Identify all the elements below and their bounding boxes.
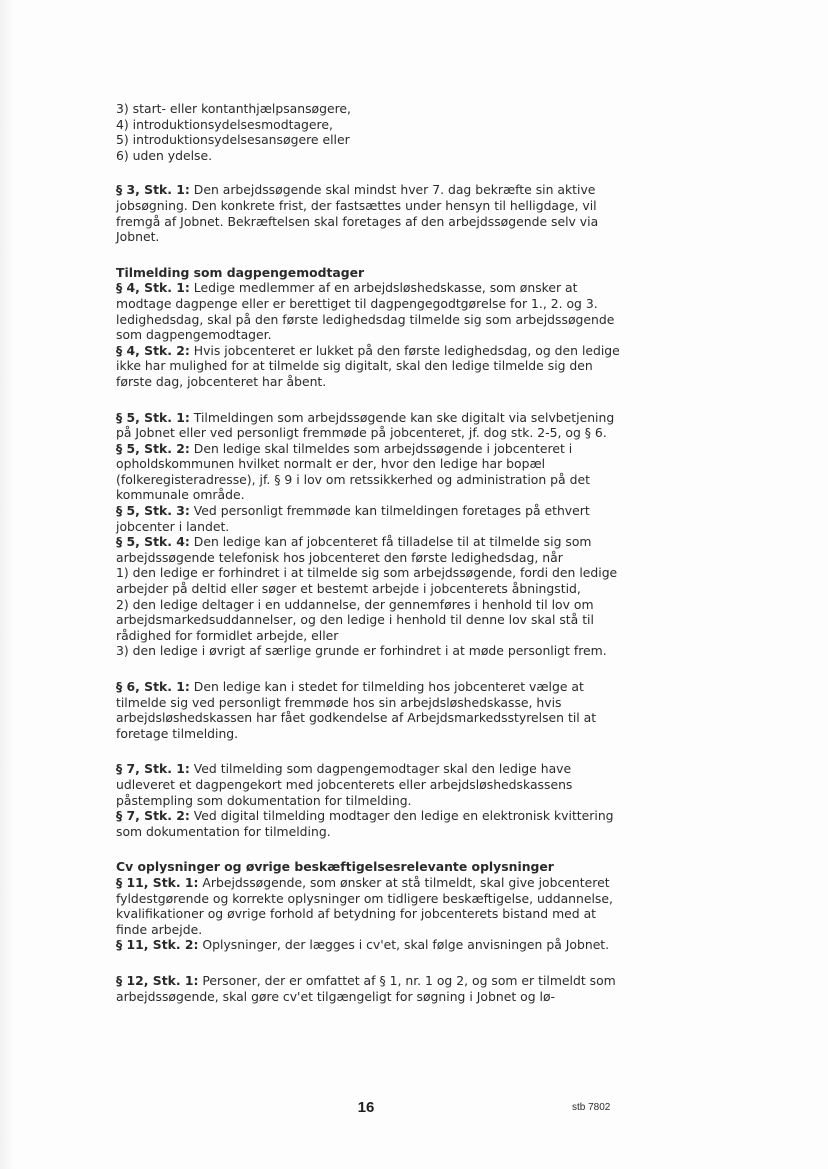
section-ref: § 5, Stk. 1:: [116, 409, 190, 425]
paragraph-s5-stk2: [116, 441, 622, 503]
heading-dagpengemodtager: Tilmelding som dagpengemodtager: [116, 264, 365, 280]
paragraph-s7-stk2: [116, 808, 622, 839]
paragraph-s4-stk2: [116, 343, 622, 390]
paragraph-s6-stk1: [116, 679, 622, 741]
section-ref: § 5, Stk. 4:: [116, 534, 190, 550]
list-item: 2) den ledige deltager i en uddannelse, der gennemføres i henhold til lov om arbejdsmarkedsuddannelser, og den ledige i henhold til denne lov skal stå til rådighed for formidlet arbejde, eller: [116, 596, 594, 643]
section-ref: § 7, Stk. 1:: [116, 761, 190, 777]
document-code: stb 7802: [572, 1102, 611, 1113]
paragraph-text: Tilmeldingen som arbejdssøgende kan ske digitalt via selvbetjening på Jobnet eller ved personligt fremmøde på jobcenteret, jf. dog stk. 2-5, og § 6.: [116, 409, 615, 441]
list-item: 4) introduktionsydelsesmodtagere,: [116, 116, 333, 132]
section-ref: § 11, Stk. 2:: [116, 937, 199, 953]
paragraph-text: Oplysninger, der lægges i cv'et, skal følge anvisningen på Jobnet.: [198, 937, 610, 953]
paragraph-s5-stk3: [116, 503, 622, 534]
paragraph-text: Den ledige skal tilmeldes som arbejdssøgende i jobcenteret i opholdskommunen hvilket normalt er der, hvor den ledige har bopæl (folkeregisteradresse), jf. § 9 i lov om retssikkerhed og administration på det kommunale område.: [116, 440, 590, 503]
scan-edge-shadow: [0, 0, 14, 1169]
paragraph-text: Den ledige kan af jobcenteret få tilladelse til at tilmelde sig som arbejdssøgende telefonisk hos jobcenteret den første ledighedsdag, når: [116, 534, 592, 565]
section-ref: § 11, Stk. 1:: [116, 874, 199, 890]
section-ref: § 6, Stk. 1:: [116, 679, 190, 694]
paragraph-s12-stk1: [116, 973, 622, 1004]
paragraph-text: Personer, der er omfattet af § 1, nr. 1 og 2, og som er tilmeldt som arbejdssøgende, skal gøre cv'et tilgængeligt for søgning i Jobnet og lø-: [116, 972, 616, 1004]
paragraph-s3-stk1: [116, 182, 622, 244]
section-ref: § 5, Stk. 2:: [116, 440, 190, 456]
paragraph-text: Den ledige kan i stedet for tilmelding hos jobcenteret vælge at tilmelde sig ved personligt fremmøde hos sin arbejdsløshedskasse, hvis arbejdsløshedskassen har fået godkendelse af Arbejdsmarkedsstyrelsen til at foretage tilmelding.: [116, 679, 597, 741]
paragraph-s5-stk4: [116, 534, 622, 565]
section-ref: § 4, Stk. 2:: [116, 342, 190, 358]
list-item: 6) uden ydelse.: [116, 147, 213, 163]
page-number: 16: [357, 1099, 375, 1116]
section-ref: § 5, Stk. 3:: [116, 503, 190, 519]
paragraph-s11-stk2: [116, 937, 622, 953]
list-item: 5) introduktionsydelsesansøgere eller: [116, 132, 350, 148]
paragraph-text: Arbejdssøgende, som ønsker at stå tilmeldt, skal give jobcenteret fyldestgørende og korrekte oplysninger om tidligere beskæftigelse, uddannelse, kvalifikationer og øvrige forhold af betydning for jobcenterets bistand med at finde arbejde.: [116, 874, 613, 937]
section-ref: § 4, Stk. 1:: [116, 280, 190, 296]
heading-cv-oplysninger: Cv oplysninger og øvrige beskæftigelsesrelevante oplysninger: [116, 859, 554, 875]
paragraph-s7-stk1: [116, 761, 622, 808]
paragraph-text: Ved personligt fremmøde kan tilmeldingen foretages på ethvert jobcenter i landet.: [116, 503, 590, 534]
paragraph-text: Ved digital tilmelding modtager den ledige en elektronisk kvittering som dokumentation for tilmelding.: [116, 808, 614, 839]
list-item: 3) start- eller kontanthjælpsansøgere,: [116, 101, 351, 116]
list-item: 3) den ledige i øvrigt af særlige grunde er forhindret i at møde personligt frem.: [116, 643, 607, 659]
paragraph-s4-stk1: [116, 280, 622, 342]
list-item: 1) den ledige er forhindret i at tilmelde sig som arbejdssøgende, fordi den ledige arbejder på deltid eller søger et bestemt arbejde i jobcenterets åbningstid,: [116, 565, 618, 597]
paragraph-s11-stk1: [116, 875, 622, 937]
section-ref: § 12, Stk. 1:: [116, 972, 199, 988]
body-text: [116, 101, 622, 1004]
paragraph-text: Den arbejdssøgende skal mindst hver 7. dag bekræfte sin aktive jobsøgning. Den konkrete frist, der fastsættes under hensyn til helligdage, vil fremgå af Jobnet. Bekræftelsen skal foretages af den arbejdssøgende selv via Jobnet.: [116, 182, 599, 245]
section-ref: § 7, Stk. 2:: [116, 808, 190, 824]
section-ref: § 3, Stk. 1:: [116, 182, 190, 198]
paragraph-text: Hvis jobcenteret er lukket på den første ledighedsdag, og den ledige ikke har mulighed for at tilmelde sig digitalt, skal den ledige tilmelde sig den første dag, jobcenteret har åbent.: [116, 342, 620, 389]
paragraph-text: Ledige medlemmer af en arbejdsløshedskasse, som ønsker at modtage dagpenge eller er berettiget til dagpengegodtgørelse for 1., 2. og 3. ledighedsdag, skal på den første ledighedsdag tilmelde sig som arbejdssøgende som dagpengemodtager.: [116, 280, 615, 343]
paragraph-text: Ved tilmelding som dagpengemodtager skal den ledige have udleveret et dagpengekort med jobcenterets eller arbejdsløshedskassens påstempling som dokumentation for tilmelding.: [116, 761, 573, 808]
paragraph-s5-stk1: [116, 410, 622, 441]
